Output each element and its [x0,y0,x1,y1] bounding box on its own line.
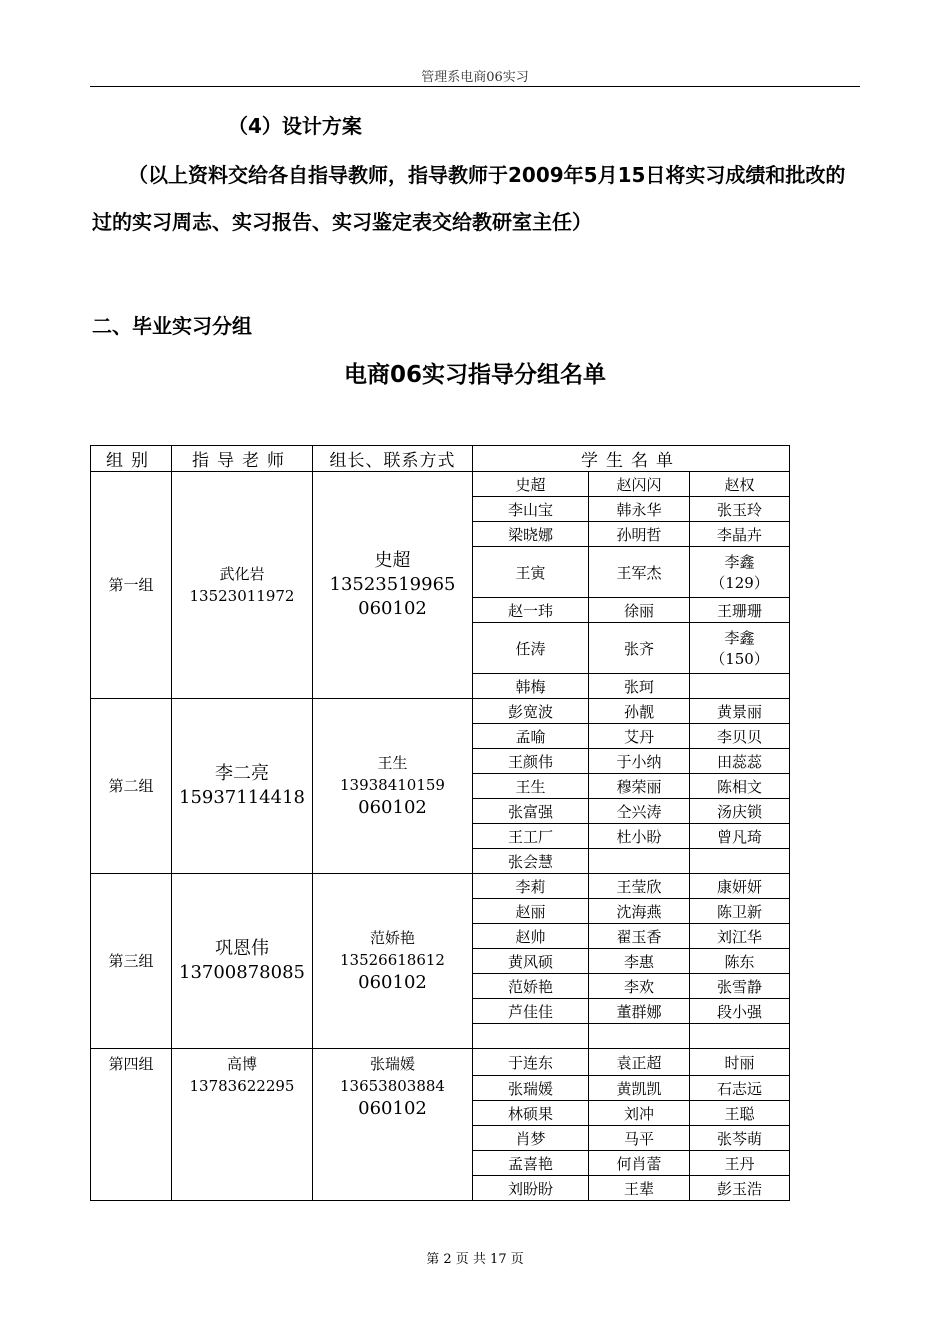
student-cell [690,724,790,749]
group-name: 第二组 [108,777,154,795]
student-cell [690,472,790,497]
student-cell [589,999,690,1024]
leader-phone: 13526618612 [340,951,445,969]
student-cell [690,522,790,547]
student-name: 时丽 [724,1053,755,1072]
student-cell [690,999,790,1024]
teacher-name: 武化岩 [219,565,265,583]
student-cell [589,547,690,598]
student-name: 王寅 [515,563,546,582]
student-name: 陈卫新 [717,902,763,921]
header-group: 组别 [91,446,172,472]
student-cell [690,598,790,623]
student-name: 赵权 [724,475,755,494]
teacher-cell [172,1049,313,1201]
student-name: 孙明哲 [616,525,662,544]
student-name: 王颜伟 [507,752,553,771]
student-cell [473,522,589,547]
page-footer: 第 2 页 共 17 页 [426,1252,524,1267]
teacher-cell [172,874,313,1049]
header-students: 学生名单 [473,446,790,472]
student-cell [589,598,690,623]
student-name: 王聪 [724,1104,755,1123]
student-cell [690,623,790,674]
teacher-name: 李二亮 [215,763,269,784]
student-name: 赵闪闪 [616,475,662,494]
student-cell [690,1049,790,1076]
student-name: 徐丽 [623,601,654,620]
student-cell [690,974,790,999]
student-cell [473,674,589,699]
student-cell [589,472,690,497]
student-cell [690,674,790,699]
student-cell [690,824,790,849]
group-name: 第一组 [108,576,154,594]
student-cell [589,874,690,899]
student-name: 翟玉香 [616,927,662,946]
group-table [90,445,790,1201]
student-name: 李鑫 [724,553,755,571]
student-name: 黄凯凯 [616,1079,662,1098]
student-name: 康妍妍 [717,877,763,896]
student-cell [473,924,589,949]
student-name: 王军杰 [616,563,662,582]
student-cell [690,924,790,949]
student-name: 彭玉浩 [717,1179,763,1198]
leader-name: 范娇艳 [369,929,415,947]
student-cell [473,949,589,974]
student-cell [690,1076,790,1101]
instruction-paragraph [92,152,862,246]
student-name: 陈东 [724,952,755,971]
group-name-cell [91,472,172,699]
student-name: 穆荣丽 [616,777,662,796]
student-name: 李贝贝 [717,727,763,746]
student-cell [589,899,690,924]
leader-name: 王生 [377,754,408,772]
table-header-row [91,446,790,472]
student-cell [473,799,589,824]
student-name: 何肖蕾 [616,1154,662,1173]
student-name: 赵帅 [515,927,546,946]
student-name: 黄景丽 [717,702,763,721]
student-name: 张齐 [623,639,654,658]
group-name-cell [91,699,172,874]
student-cell [473,1176,589,1201]
student-cell [589,674,690,699]
student-cell [690,899,790,924]
leader-phone: 13938410159 [340,776,445,794]
student-name: 于连东 [507,1053,553,1072]
student-cell [473,724,589,749]
student-cell [589,799,690,824]
student-name: 韩梅 [515,677,546,696]
teacher-cell [172,472,313,699]
group-name-cell [91,1049,172,1201]
student-cell [473,999,589,1024]
leader-name: 史超 [374,550,411,571]
student-cell [473,1024,589,1049]
student-cell [690,799,790,824]
group-name-cell [91,874,172,1049]
student-name: 张会慧 [507,852,553,871]
student-cell [473,824,589,849]
student-cell [589,522,690,547]
teacher-cell [172,699,313,874]
student-name: 段小强 [717,1002,763,1021]
student-name: 沈海燕 [616,902,662,921]
student-cell [473,899,589,924]
header-teacher: 指导老师 [172,446,313,472]
student-cell [589,1101,690,1126]
header-rule [90,86,860,87]
student-cell [473,1049,589,1076]
student-name: 王生 [515,777,546,796]
student-name: 曾凡琦 [717,827,763,846]
student-name: 仝兴涛 [616,802,662,821]
subheading: （4）设计方案 [228,114,362,138]
student-cell [589,1024,690,1049]
student-cell [690,749,790,774]
group-name: 第四组 [108,1055,154,1073]
student-name: 艾丹 [623,727,654,746]
student-cell [690,1176,790,1201]
student-name: 彭宽波 [507,702,553,721]
student-cell [589,497,690,522]
student-name: 韩永华 [616,500,662,519]
student-cell [589,1126,690,1151]
student-name: 董群娜 [616,1002,662,1021]
student-name: 田蕊蕊 [717,752,763,771]
student-cell [690,774,790,799]
student-name: 王工厂 [507,827,553,846]
student-note: （150） [710,650,769,668]
group-name: 第三组 [108,952,154,970]
student-name: 张芩萌 [717,1129,763,1148]
teacher-phone: 13523011972 [189,587,295,605]
student-name: 王珊珊 [717,601,763,620]
student-cell [473,774,589,799]
student-name: 陈相文 [717,777,763,796]
student-cell [473,497,589,522]
student-cell [589,749,690,774]
leader-class: 060102 [358,797,427,818]
teacher-name: 高博 [226,1055,257,1073]
student-name: 黄风硕 [507,952,553,971]
student-cell [473,699,589,724]
student-name: 孙靓 [623,702,654,721]
student-name: 张富强 [507,802,553,821]
table-title: 电商06实习指导分组名单 [343,362,606,388]
leader-cell [313,1049,473,1201]
student-cell [690,699,790,724]
student-cell [690,949,790,974]
student-cell [589,849,690,874]
student-name: 孟喜艳 [507,1154,553,1173]
student-name: 王辈 [623,1179,654,1198]
student-name: 刘冲 [623,1104,654,1123]
leader-class: 060102 [358,1098,427,1119]
student-cell [473,547,589,598]
student-name: 芦佳佳 [507,1002,553,1021]
student-cell [690,1126,790,1151]
teacher-phone: 13783622295 [189,1077,295,1095]
student-name: 于小纳 [616,752,662,771]
student-name: 石志远 [717,1079,763,1098]
student-cell [589,1076,690,1101]
student-cell [473,472,589,497]
page-header: 管理系电商06实习 [421,70,529,85]
student-name: 李鑫 [724,629,755,647]
student-cell [589,1176,690,1201]
student-cell [589,974,690,999]
table-row [91,699,790,724]
leader-class: 060102 [358,598,427,619]
teacher-name: 巩恩伟 [215,938,269,959]
leader-cell [313,874,473,1049]
student-cell [589,824,690,849]
student-cell [473,849,589,874]
student-cell [690,497,790,522]
teacher-phone: 15937114418 [179,787,305,808]
student-cell [589,1049,690,1076]
student-name: 刘盼盼 [507,1179,553,1198]
student-name: 李山宝 [507,500,553,519]
leader-name: 张瑞媛 [369,1055,415,1073]
student-name: 张雪静 [717,977,763,996]
student-cell [473,749,589,774]
student-name: 肖梦 [515,1129,546,1148]
student-cell [690,547,790,598]
leader-phone: 13653803884 [340,1077,445,1095]
instruction-text: （以上资料交给各自指导教师，指导教师于2009年5月15日将实习成绩和批改的过的实习周志、实习报告、实习鉴定表交给教研室主任） [92,163,846,234]
student-name: 李惠 [623,952,654,971]
student-name: 杜小盼 [616,827,662,846]
student-cell [589,924,690,949]
student-name: 王莹欣 [616,877,662,896]
header-leader: 组长、联系方式 [313,446,473,472]
student-cell [589,699,690,724]
student-cell [589,774,690,799]
student-name: 史超 [515,475,546,494]
student-name: 张珂 [623,677,654,696]
student-name: 梁晓娜 [507,525,553,544]
student-cell [690,1101,790,1126]
teacher-phone: 13700878085 [179,962,305,983]
student-name: 任涛 [515,639,546,658]
student-name: 赵一玮 [507,601,553,620]
student-cell [690,1024,790,1049]
student-name: 马平 [623,1129,654,1148]
student-name: 汤庆锁 [717,802,763,821]
student-cell [473,1076,589,1101]
student-cell [473,974,589,999]
leader-cell [313,472,473,699]
student-name: 孟喻 [515,727,546,746]
leader-cell [313,699,473,874]
section-title: 二、毕业实习分组 [92,314,252,338]
student-cell [589,623,690,674]
student-name: 张玉玲 [717,500,763,519]
student-name: 李欢 [623,977,654,996]
student-cell [473,1101,589,1126]
student-name: 王丹 [724,1154,755,1173]
student-note: （129） [710,574,769,592]
student-cell [473,1126,589,1151]
student-cell [589,724,690,749]
student-cell [690,849,790,874]
table-row [91,874,790,899]
student-cell [473,874,589,899]
student-name: 范娇艳 [507,977,553,996]
student-cell [473,598,589,623]
student-cell [589,1151,690,1176]
student-cell [473,623,589,674]
student-name: 李莉 [515,877,546,896]
leader-phone: 13523519965 [329,574,456,595]
student-name: 张瑞媛 [507,1079,553,1098]
student-name: 赵丽 [515,902,546,921]
student-name: 林硕果 [507,1104,553,1123]
student-name: 李晶卉 [717,525,763,544]
leader-class: 060102 [358,972,427,993]
student-cell [589,949,690,974]
table-row [91,472,790,497]
student-cell [690,874,790,899]
student-cell [473,1151,589,1176]
table-row [91,1049,790,1076]
student-cell [690,1151,790,1176]
student-name: 袁正超 [616,1053,662,1072]
student-name: 刘江华 [717,927,763,946]
